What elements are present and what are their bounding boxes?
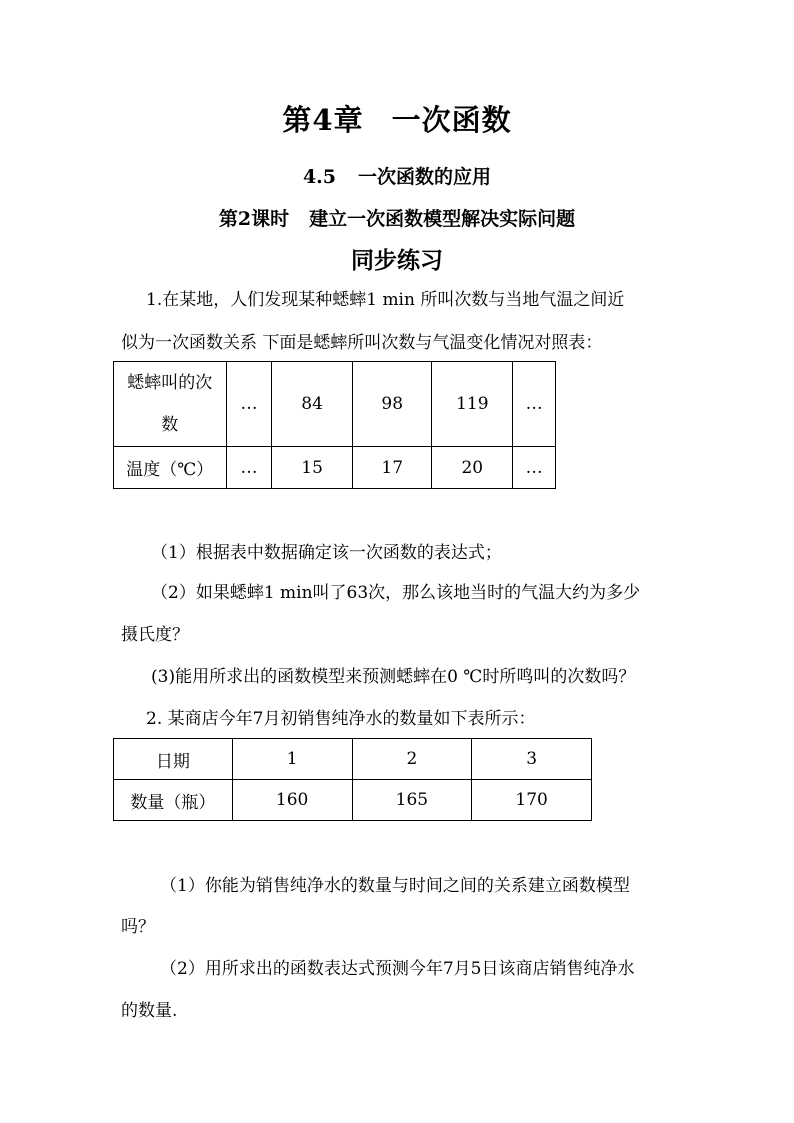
table-cell: 84: [272, 362, 353, 447]
q1-data-table: [113, 361, 556, 489]
table-cell: …: [226, 362, 272, 447]
q1-subquestion-2-line2: 摄氏度？: [121, 625, 189, 645]
table-cell: 165: [352, 780, 472, 821]
q1-stem-line2: 似为一次函数关系 下面是蟋蟀所叫次数与气温变化情况对照表：: [121, 333, 603, 353]
lesson-number: 第2课时: [218, 208, 290, 230]
table-row: [114, 780, 592, 821]
table-cell: …: [513, 447, 556, 489]
practice-heading: 同步练习: [351, 247, 443, 274]
table-cell: …: [226, 447, 272, 489]
table-row-header: 温度（℃）: [114, 447, 227, 489]
section-title: [0, 162, 794, 189]
table-row: [114, 739, 592, 780]
section-number: 4.5: [302, 166, 337, 188]
table-cell: 17: [352, 447, 432, 489]
q2-subquestion-1-line2: 吗？: [121, 917, 155, 937]
table-cell: …: [513, 362, 556, 447]
lesson-name: 建立一次函数模型解决实际问题: [309, 208, 576, 230]
q2-subquestion-1-line1: （1）你能为销售纯净水的数量与时间之间的关系建立函数模型: [160, 876, 630, 896]
table-row-header: [114, 362, 227, 447]
row-header-line1: 蟋蟀叫的次: [127, 373, 213, 393]
table-cell: 20: [432, 447, 513, 489]
table-row: [114, 447, 556, 489]
chapter-name: 一次函数: [391, 103, 512, 137]
table-row-header: 数量（瓶）: [114, 780, 233, 821]
q1-subquestion-3: (3)能用所求出的函数模型来预测蟋蟀在0 ℃时所鸣叫的次数吗？: [151, 667, 636, 687]
q1-subquestion-1: （1）根据表中数据确定该一次函数的表达式；: [151, 543, 502, 563]
q1-stem-line1: 1.在某地，人们发现某种蟋蟀1 min 所叫次数与当地气温之间近: [146, 290, 625, 310]
table-cell: 170: [472, 780, 592, 821]
table-header-cell: 3: [472, 739, 592, 780]
chapter-number: 第4章: [282, 103, 364, 137]
q1-subquestion-2-line1: （2）如果蟋蟀1 min叫了63次，那么该地当时的气温大约为多少: [151, 583, 641, 603]
table-header-cell: 1: [232, 739, 352, 780]
table-cell: 119: [432, 362, 513, 447]
table-header-cell: 日期: [114, 739, 233, 780]
table-row: [114, 362, 556, 447]
q2-subquestion-2-line2: 的数量.: [121, 1001, 178, 1021]
table-header-cell: 2: [352, 739, 472, 780]
q2-subquestion-2-line1: （2）用所求出的函数表达式预测今年7月5日该商店销售纯净水: [160, 959, 635, 979]
section-name: 一次函数的应用: [358, 166, 492, 188]
lesson-title: [0, 204, 794, 231]
chapter-title: [0, 98, 794, 139]
table-cell: 98: [352, 362, 432, 447]
q2-stem: 2. 某商店今年7月初销售纯净水的数量如下表所示：: [146, 709, 536, 729]
row-header-line2: 数: [161, 415, 179, 435]
table-cell: 15: [272, 447, 353, 489]
table-cell: 160: [232, 780, 352, 821]
q2-data-table: [113, 738, 592, 821]
